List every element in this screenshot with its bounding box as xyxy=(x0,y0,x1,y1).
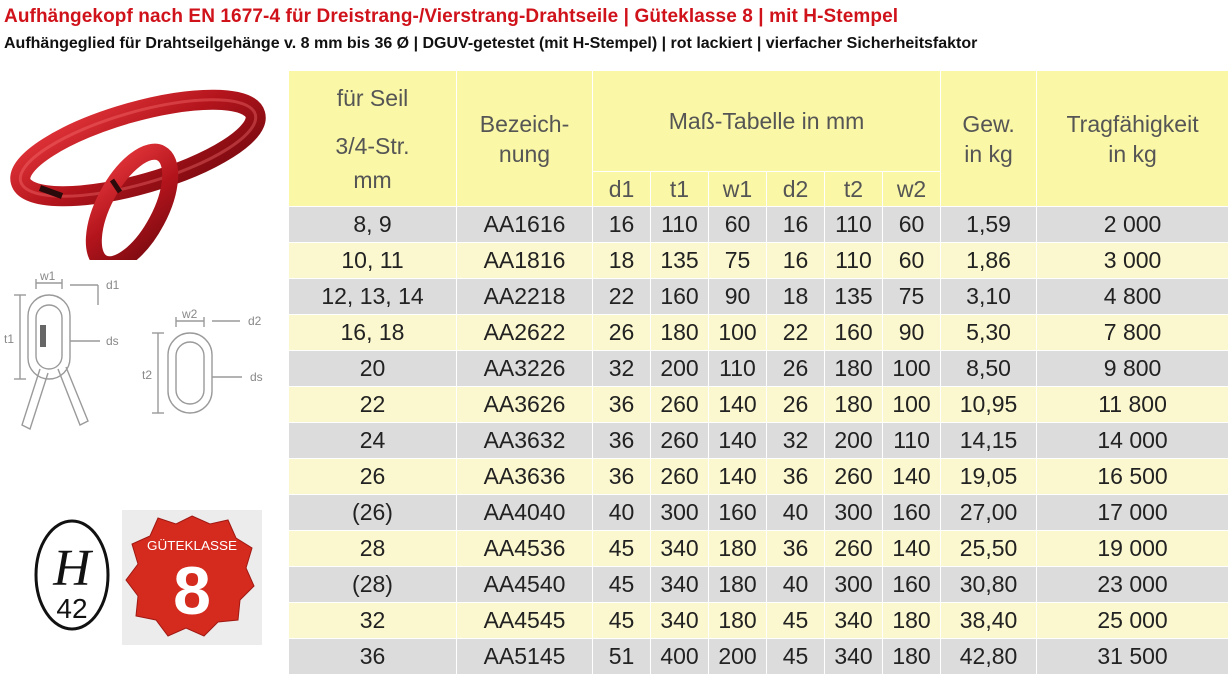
cell-gewicht: 3,10 xyxy=(941,279,1037,315)
cell-t1: 340 xyxy=(651,567,709,603)
cell-gewicht: 25,50 xyxy=(941,531,1037,567)
cell-t2: 180 xyxy=(825,387,883,423)
cell-seil: 32 xyxy=(289,603,457,639)
cell-w1: 200 xyxy=(709,639,767,675)
cell-bezeichnung: AA2622 xyxy=(457,315,593,351)
cell-w2: 100 xyxy=(883,387,941,423)
table-row xyxy=(289,243,1229,279)
cell-d2: 16 xyxy=(767,243,825,279)
cell-gewicht: 19,05 xyxy=(941,459,1037,495)
grade-badge-icon xyxy=(122,510,262,645)
cell-gewicht: 38,40 xyxy=(941,603,1037,639)
cell-d1: 18 xyxy=(593,243,651,279)
cell-t2: 260 xyxy=(825,459,883,495)
cell-d2: 40 xyxy=(767,495,825,531)
cell-w1: 180 xyxy=(709,603,767,639)
cell-seil: (28) xyxy=(289,567,457,603)
header-seil-line3: mm xyxy=(353,166,392,193)
cell-w2: 90 xyxy=(883,315,941,351)
cell-d2: 18 xyxy=(767,279,825,315)
table-row xyxy=(289,207,1229,243)
cell-t1: 110 xyxy=(651,207,709,243)
cell-seil: 22 xyxy=(289,387,457,423)
header-d1: d1 xyxy=(593,172,651,207)
cell-w1: 140 xyxy=(709,459,767,495)
ds-label-large: ds xyxy=(106,334,119,348)
cell-t1: 400 xyxy=(651,639,709,675)
cell-seil: 10, 11 xyxy=(289,243,457,279)
table-row xyxy=(289,387,1229,423)
cell-seil: 28 xyxy=(289,531,457,567)
cell-tragfaehigkeit: 11 800 xyxy=(1037,387,1229,423)
cell-bezeichnung: AA3632 xyxy=(457,423,593,459)
cell-t2: 135 xyxy=(825,279,883,315)
cell-seil: 26 xyxy=(289,459,457,495)
cell-t1: 180 xyxy=(651,315,709,351)
cell-tragfaehigkeit: 23 000 xyxy=(1037,567,1229,603)
cell-t1: 260 xyxy=(651,459,709,495)
product-photo xyxy=(0,70,285,260)
table-row xyxy=(289,495,1229,531)
cell-d1: 26 xyxy=(593,315,651,351)
cell-gewicht: 30,80 xyxy=(941,567,1037,603)
cell-w1: 180 xyxy=(709,567,767,603)
cell-w2: 60 xyxy=(883,243,941,279)
table-row xyxy=(289,351,1229,387)
cell-gewicht: 8,50 xyxy=(941,351,1037,387)
header-gew-line1: Gew. xyxy=(962,110,1015,137)
cell-w2: 140 xyxy=(883,459,941,495)
cell-bezeichnung: AA4040 xyxy=(457,495,593,531)
cell-gewicht: 27,00 xyxy=(941,495,1037,531)
cell-bezeichnung: AA3626 xyxy=(457,387,593,423)
table-row xyxy=(289,423,1229,459)
table-row xyxy=(289,531,1229,567)
cell-w1: 140 xyxy=(709,423,767,459)
header-mass-tabelle: Maß-Tabelle in mm xyxy=(593,71,941,172)
cell-gewicht: 14,15 xyxy=(941,423,1037,459)
cell-gewicht: 1,86 xyxy=(941,243,1037,279)
cell-d2: 32 xyxy=(767,423,825,459)
cell-w1: 60 xyxy=(709,207,767,243)
cell-d2: 36 xyxy=(767,531,825,567)
w1-label: w1 xyxy=(40,269,56,283)
cell-tragfaehigkeit: 2 000 xyxy=(1037,207,1229,243)
cell-d1: 45 xyxy=(593,603,651,639)
cell-w2: 180 xyxy=(883,639,941,675)
cell-tragfaehigkeit: 19 000 xyxy=(1037,531,1229,567)
cell-t2: 110 xyxy=(825,243,883,279)
cell-w2: 110 xyxy=(883,423,941,459)
cell-bezeichnung: AA4536 xyxy=(457,531,593,567)
cell-t2: 340 xyxy=(825,603,883,639)
cell-t2: 110 xyxy=(825,207,883,243)
header-w2: w2 xyxy=(883,172,941,207)
header-seil-line1: für Seil xyxy=(336,84,409,111)
cell-bezeichnung: AA3636 xyxy=(457,459,593,495)
table-row xyxy=(289,459,1229,495)
cell-t2: 300 xyxy=(825,567,883,603)
cell-d1: 36 xyxy=(593,423,651,459)
cell-w1: 100 xyxy=(709,315,767,351)
cell-t2: 340 xyxy=(825,639,883,675)
header-seil xyxy=(289,71,457,207)
cell-tragfaehigkeit: 16 500 xyxy=(1037,459,1229,495)
cell-t1: 200 xyxy=(651,351,709,387)
cell-seil: 36 xyxy=(289,639,457,675)
cell-d2: 26 xyxy=(767,351,825,387)
header-tragfaehigkeit xyxy=(1037,71,1229,207)
cell-d2: 40 xyxy=(767,567,825,603)
cell-d1: 45 xyxy=(593,567,651,603)
d1-label: d1 xyxy=(106,278,120,292)
cell-bezeichnung: AA4545 xyxy=(457,603,593,639)
cell-t2: 200 xyxy=(825,423,883,459)
cell-w2: 60 xyxy=(883,207,941,243)
stamp-number: 42 xyxy=(56,593,88,624)
header-gew-line2: in kg xyxy=(964,140,1013,167)
cell-d2: 26 xyxy=(767,387,825,423)
cell-d1: 16 xyxy=(593,207,651,243)
header-gewicht xyxy=(941,71,1037,207)
cell-t1: 300 xyxy=(651,495,709,531)
cell-tragfaehigkeit: 4 800 xyxy=(1037,279,1229,315)
cell-d1: 32 xyxy=(593,351,651,387)
cell-w1: 160 xyxy=(709,495,767,531)
cell-t1: 340 xyxy=(651,603,709,639)
cell-w1: 90 xyxy=(709,279,767,315)
cell-d2: 45 xyxy=(767,603,825,639)
cell-gewicht: 10,95 xyxy=(941,387,1037,423)
cell-d2: 45 xyxy=(767,639,825,675)
cell-d1: 22 xyxy=(593,279,651,315)
cell-t1: 340 xyxy=(651,531,709,567)
header-trag-line1: Tragfähigkeit xyxy=(1066,110,1199,137)
stamp-letter: H xyxy=(53,540,91,597)
cell-seil: 24 xyxy=(289,423,457,459)
cell-w2: 160 xyxy=(883,495,941,531)
cell-t1: 260 xyxy=(651,423,709,459)
cell-tragfaehigkeit: 14 000 xyxy=(1037,423,1229,459)
cell-d1: 45 xyxy=(593,531,651,567)
cell-gewicht: 42,80 xyxy=(941,639,1037,675)
cell-w2: 140 xyxy=(883,531,941,567)
header-bezeichnung xyxy=(457,71,593,207)
cell-t2: 260 xyxy=(825,531,883,567)
cell-t2: 160 xyxy=(825,315,883,351)
cell-d1: 51 xyxy=(593,639,651,675)
cell-w1: 180 xyxy=(709,531,767,567)
cell-bezeichnung: AA1816 xyxy=(457,243,593,279)
cell-w2: 75 xyxy=(883,279,941,315)
cell-gewicht: 5,30 xyxy=(941,315,1037,351)
table-row xyxy=(289,567,1229,603)
table-row xyxy=(289,279,1229,315)
cell-bezeichnung: AA3226 xyxy=(457,351,593,387)
cell-tragfaehigkeit: 25 000 xyxy=(1037,603,1229,639)
cell-d2: 36 xyxy=(767,459,825,495)
table-body xyxy=(289,207,1229,675)
cell-tragfaehigkeit: 9 800 xyxy=(1037,351,1229,387)
cell-seil: (26) xyxy=(289,495,457,531)
left-illustrations xyxy=(0,70,285,693)
page-subtitle: Aufhängeglied für Drahtseilgehänge v. 8 mm bis 36 Ø | DGUV-getestet (mit H-Stempel) | rot lackiert | vierfacher Sicherheitsfaktor xyxy=(4,35,978,52)
badge-label: GÜTEKLASSE xyxy=(147,538,238,553)
header-t1: t1 xyxy=(651,172,709,207)
cell-t1: 260 xyxy=(651,387,709,423)
header-seil-line2: 3/4-Str. xyxy=(335,132,410,159)
cell-d1: 36 xyxy=(593,387,651,423)
table-row xyxy=(289,639,1229,675)
cell-d2: 16 xyxy=(767,207,825,243)
w2-label: w2 xyxy=(182,307,198,321)
badge-grade: 8 xyxy=(173,553,211,629)
cell-d2: 22 xyxy=(767,315,825,351)
cell-seil: 12, 13, 14 xyxy=(289,279,457,315)
cell-t2: 180 xyxy=(825,351,883,387)
cell-gewicht: 1,59 xyxy=(941,207,1037,243)
cell-w1: 110 xyxy=(709,351,767,387)
table-row xyxy=(289,603,1229,639)
table-row xyxy=(289,315,1229,351)
cell-w2: 100 xyxy=(883,351,941,387)
cell-tragfaehigkeit: 31 500 xyxy=(1037,639,1229,675)
header-t2: t2 xyxy=(825,172,883,207)
spec-table xyxy=(288,70,1229,675)
cell-w1: 75 xyxy=(709,243,767,279)
cell-tragfaehigkeit: 7 800 xyxy=(1037,315,1229,351)
t1-label: t1 xyxy=(4,332,15,346)
cell-d1: 40 xyxy=(593,495,651,531)
t2-label: t2 xyxy=(142,368,153,382)
cell-w2: 160 xyxy=(883,567,941,603)
header-w1: w1 xyxy=(709,172,767,207)
header-d2: d2 xyxy=(767,172,825,207)
h-stamp-icon xyxy=(30,515,114,635)
dimension-drawing xyxy=(0,265,285,495)
cell-bezeichnung: AA5145 xyxy=(457,639,593,675)
cell-bezeichnung: AA1616 xyxy=(457,207,593,243)
cell-bezeichnung: AA4540 xyxy=(457,567,593,603)
cell-t2: 300 xyxy=(825,495,883,531)
cell-seil: 8, 9 xyxy=(289,207,457,243)
cell-tragfaehigkeit: 3 000 xyxy=(1037,243,1229,279)
cell-seil: 20 xyxy=(289,351,457,387)
cell-t1: 135 xyxy=(651,243,709,279)
d2-label: d2 xyxy=(248,314,262,328)
cell-w1: 140 xyxy=(709,387,767,423)
header-bezeichnung-line2: nung xyxy=(498,140,551,167)
page-title: Aufhängekopf nach EN 1677-4 für Dreistrang-/Vierstrang-Drahtseile | Güteklasse 8 | mit H-Stempel xyxy=(4,6,899,27)
ds-label-small: ds xyxy=(250,370,263,384)
cell-t1: 160 xyxy=(651,279,709,315)
cell-tragfaehigkeit: 17 000 xyxy=(1037,495,1229,531)
cell-bezeichnung: AA2218 xyxy=(457,279,593,315)
header-bezeichnung-line1: Bezeich- xyxy=(479,110,570,137)
cell-d1: 36 xyxy=(593,459,651,495)
cell-w2: 180 xyxy=(883,603,941,639)
cell-seil: 16, 18 xyxy=(289,315,457,351)
header-trag-line2: in kg xyxy=(1108,140,1157,167)
